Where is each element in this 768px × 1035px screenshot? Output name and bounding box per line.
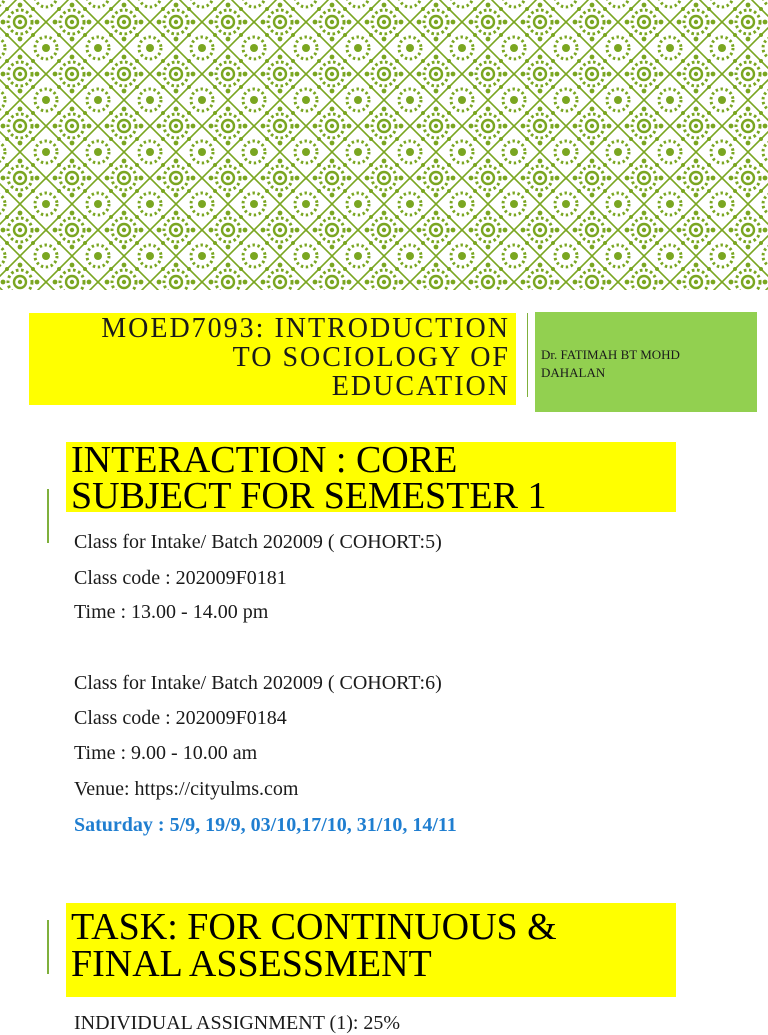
class-code-cohort6: Class code : 202009F0184 — [74, 707, 287, 729]
individual-assignment-line: INDIVIDUAL ASSIGNMENT (1): 25% — [74, 1012, 401, 1034]
author-name: Dr. FATIMAH BT MOHD DAHALAN — [541, 347, 680, 380]
section-heading-text: TASK: FOR CONTINUOUS & FINAL ASSESSMENT — [71, 906, 557, 985]
class-intake-cohort5: Class for Intake/ Batch 202009 ( COHORT:5) — [74, 531, 442, 553]
section-heading-interaction — [66, 439, 676, 517]
title-divider — [527, 313, 528, 397]
course-title-box — [29, 313, 516, 405]
venue-line: Venue: https://cityulms.com — [74, 778, 299, 800]
accent-bar — [47, 920, 49, 974]
accent-bar — [47, 489, 49, 543]
saturday-dates: Saturday : 5/9, 19/9, 03/10,17/10, 31/10, 14/11 — [74, 814, 457, 836]
class-intake-cohort6: Class for Intake/ Batch 202009 ( COHORT:6) — [74, 672, 442, 694]
author-box — [535, 312, 757, 412]
course-title: MOED7093: INTRODUCTION TO SOCIOLOGY OF EDUCATION — [101, 313, 510, 402]
time-cohort6: Time : 9.00 - 10.00 am — [74, 742, 258, 764]
section-heading-text: INTERACTION : CORE SUBJECT FOR SEMESTER 1 — [71, 439, 547, 517]
time-cohort5: Time : 13.00 - 14.00 pm — [74, 601, 269, 623]
decorative-pattern-banner — [0, 0, 768, 290]
section-heading-task — [66, 903, 676, 997]
class-code-cohort5: Class code : 202009F0181 — [74, 567, 287, 589]
